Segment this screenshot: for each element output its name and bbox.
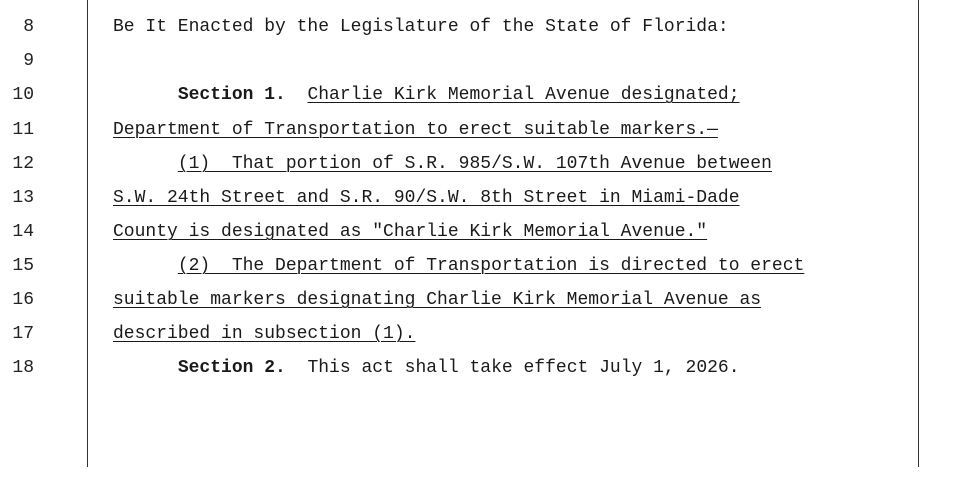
bill-line: [0, 44, 918, 78]
bill-line: [0, 78, 918, 112]
section-2: [113, 351, 740, 385]
section-2-text: This act shall take effect July 1, 2026.: [307, 358, 740, 378]
section-2-label: Section 2.: [177, 358, 286, 378]
gap: [286, 85, 308, 105]
right-margin-rule: [918, 0, 919, 467]
bill-line: [0, 181, 918, 215]
subsection-2-cont: suitable markers designating Charlie Kirk Memorial Avenue as: [113, 290, 762, 310]
line-number: 11: [12, 120, 34, 140]
bill-line: [0, 283, 918, 317]
bill-line: [0, 317, 918, 351]
indent: [113, 256, 178, 276]
line-number: 10: [12, 85, 34, 105]
subsection-1-cont: S.W. 24th Street and S.R. 90/S.W. 8th Street in Miami-Dade: [113, 188, 740, 208]
bill-line: [0, 215, 918, 249]
subsection-1-cont: County is designated as "Charlie Kirk Memorial Avenue.": [113, 222, 708, 242]
indent: [113, 154, 178, 174]
section-1-label: Section 1.: [177, 85, 286, 105]
bill-line: [0, 10, 918, 44]
indent: [113, 85, 178, 105]
line-number: 14: [12, 222, 34, 242]
line-number: 9: [23, 51, 34, 71]
line-number: 16: [12, 290, 34, 310]
subsection-2: [113, 249, 804, 283]
line-number: 12: [12, 154, 34, 174]
bill-line: [0, 147, 918, 181]
subsection-1: [113, 147, 772, 181]
bill-line: [0, 113, 918, 147]
enacting-clause: Be It Enacted by the Legislature of the State of Florida:: [113, 17, 729, 37]
subsection-1-text: (1) That portion of S.R. 985/S.W. 107th Avenue between: [177, 154, 772, 174]
subsection-2-text: (2) The Department of Transportation is directed to erect: [177, 256, 805, 276]
line-number: 13: [12, 188, 34, 208]
subsection-2-cont: described in subsection (1).: [113, 324, 416, 344]
line-number: 17: [12, 324, 34, 344]
line-number: 8: [23, 17, 34, 37]
section-1-title-cont: Department of Transportation to erect suitable markers.—: [113, 120, 718, 140]
section-1-title: Charlie Kirk Memorial Avenue designated;: [307, 85, 740, 105]
indent: [113, 358, 178, 378]
bill-line: [0, 351, 918, 385]
line-number: 18: [12, 358, 34, 378]
bill-line: [0, 249, 918, 283]
section-1-heading: [113, 78, 740, 112]
line-number: 15: [12, 256, 34, 276]
gap: [286, 358, 308, 378]
